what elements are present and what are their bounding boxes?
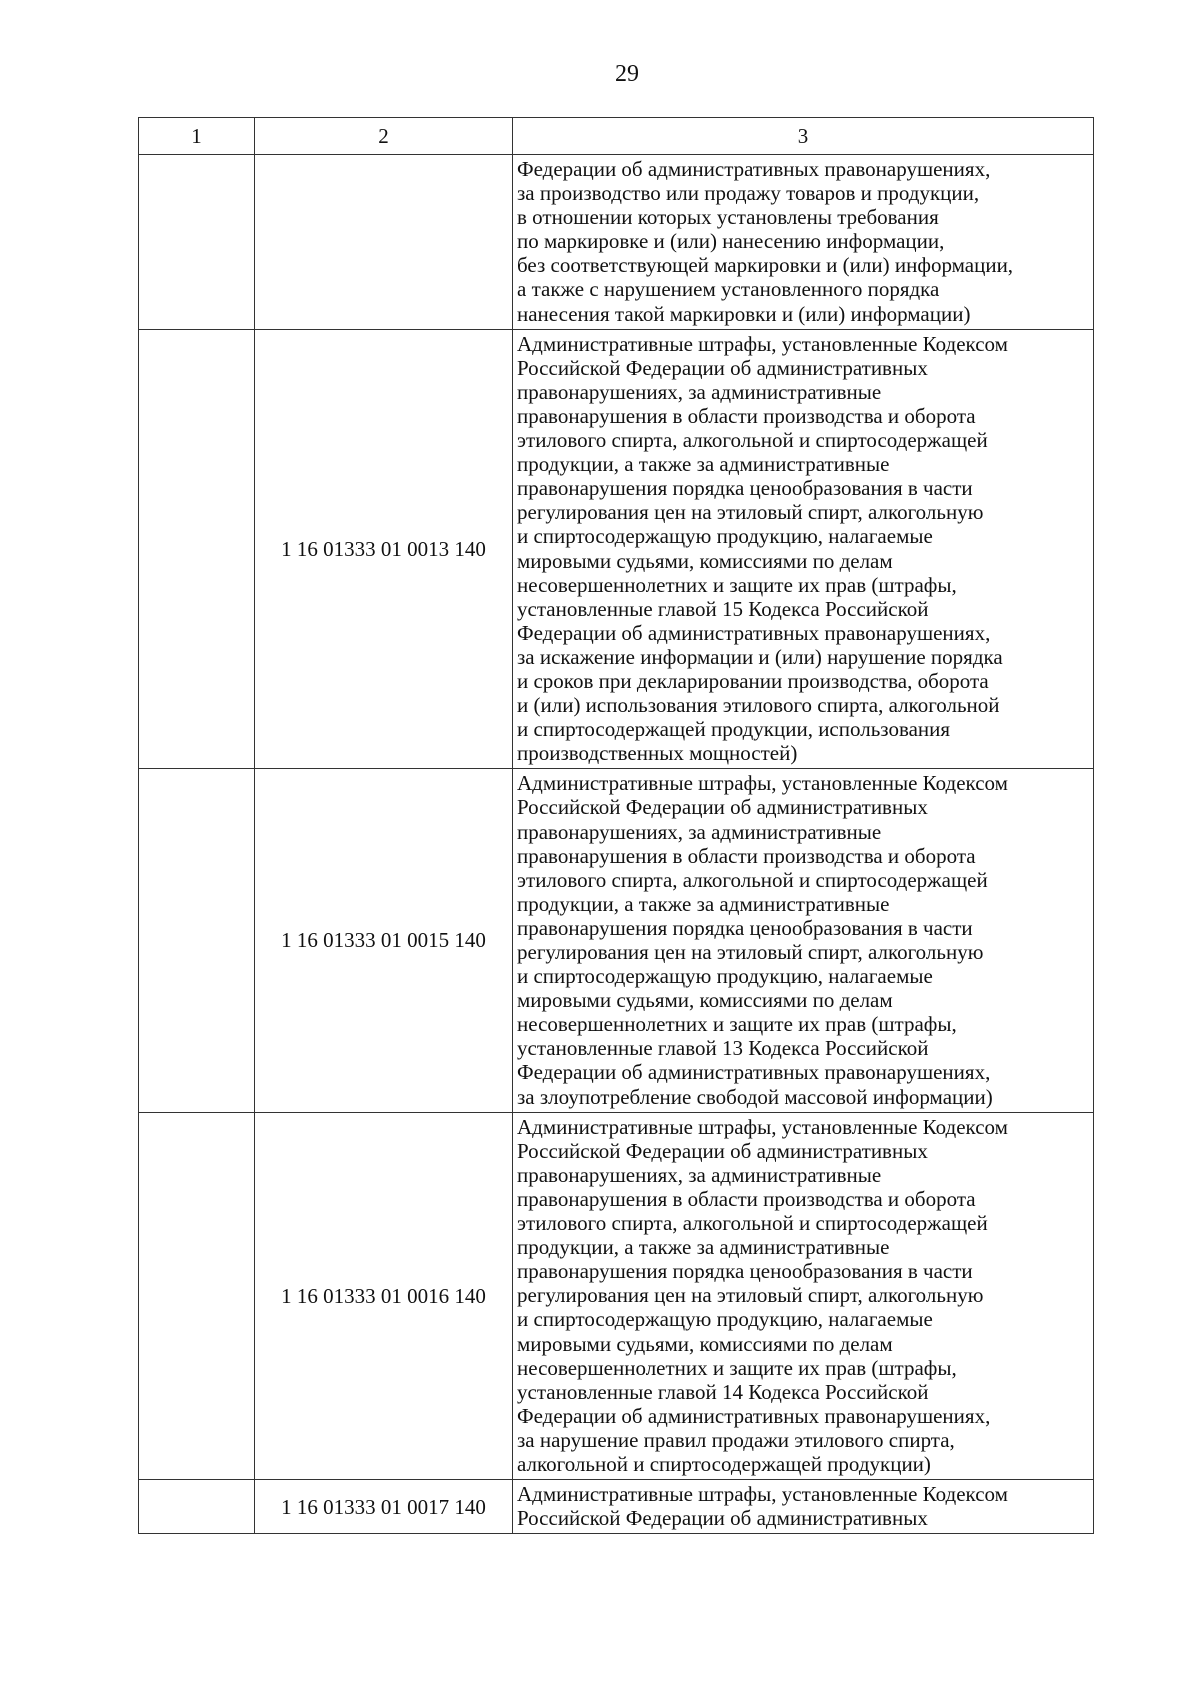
description-line: Российской Федерации об административных	[517, 1506, 928, 1531]
description-cell	[513, 769, 1094, 1112]
description-line: и спиртосодержащей продукции, использования	[517, 717, 951, 742]
description-line: установленные главой 15 Кодекса Российской	[517, 596, 929, 621]
description-line: Административные штрафы, установленные Кодексом	[517, 1114, 1008, 1139]
table-row	[139, 155, 1094, 330]
description-line: и спиртосодержащую продукцию, налагаемые	[517, 524, 933, 549]
description-line: за нарушение правил продажи этилового спирта,	[517, 1427, 955, 1452]
description-line: правонарушения порядка ценообразования в части	[517, 1259, 973, 1284]
description-line: за искажение информации и (или) нарушение порядка	[517, 644, 1003, 669]
row-number-cell	[139, 1112, 255, 1479]
description-line: правонарушениях, за административные	[517, 819, 882, 844]
description-line: регулирования цен на этиловый спирт, алкогольную	[517, 500, 984, 525]
description-line: Российской Федерации об административных	[517, 355, 928, 380]
table-row	[139, 1480, 1094, 1534]
header-col-1: 1	[139, 118, 255, 155]
header-col-3: 3	[513, 118, 1094, 155]
row-number-cell	[139, 769, 255, 1112]
description-line: Административные штрафы, установленные Кодексом	[517, 771, 1008, 796]
table-row	[139, 329, 1094, 769]
description-line: и (или) использования этилового спирта, алкогольной	[517, 693, 1000, 718]
description-line: алкогольной и спиртосодержащей продукции)	[517, 1451, 931, 1476]
description-line: несовершеннолетних и защите их прав (штрафы,	[517, 1355, 957, 1380]
description-line: правонарушения в области производства и оборота	[517, 1186, 976, 1211]
description-line: продукции, а также за административные	[517, 452, 890, 477]
budget-code-cell: 1 16 01333 01 0015 140	[255, 769, 513, 1112]
description-cell	[513, 1480, 1094, 1534]
description-line: правонарушениях, за административные	[517, 1162, 882, 1187]
table-row	[139, 1112, 1094, 1479]
description-cell	[513, 155, 1094, 330]
description-line: регулирования цен на этиловый спирт, алкогольную	[517, 1283, 984, 1308]
table-row	[139, 769, 1094, 1112]
budget-codes-table	[138, 117, 1094, 1534]
description-line: правонарушениях, за административные	[517, 379, 882, 404]
description-line: в отношении которых установлены требования	[517, 205, 939, 230]
header-col-2: 2	[255, 118, 513, 155]
description-line: этилового спирта, алкогольной и спиртосодержащей	[517, 428, 988, 453]
description-line: мировыми судьями, комиссиями по делам	[517, 988, 893, 1013]
description-line: мировыми судьями, комиссиями по делам	[517, 1331, 893, 1356]
description-line: установленные главой 14 Кодекса Российской	[517, 1379, 929, 1404]
description-line: несовершеннолетних и защите их прав (штрафы,	[517, 572, 957, 597]
description-line: мировыми судьями, комиссиями по делам	[517, 548, 893, 573]
description-line: Федерации об административных правонарушениях,	[517, 1060, 991, 1085]
row-number-cell	[139, 1480, 255, 1534]
description-line: Административные штрафы, установленные Кодексом	[517, 1482, 1008, 1507]
description-cell	[513, 329, 1094, 769]
budget-code-cell: 1 16 01333 01 0013 140	[255, 329, 513, 769]
description-line: продукции, а также за административные	[517, 1235, 890, 1260]
description-line: Федерации об административных правонарушениях,	[517, 620, 991, 645]
description-line: правонарушения порядка ценообразования в части	[517, 915, 973, 940]
description-line: правонарушения порядка ценообразования в части	[517, 476, 973, 501]
budget-code-cell	[255, 155, 513, 330]
row-number-cell	[139, 329, 255, 769]
budget-code-cell: 1 16 01333 01 0017 140	[255, 1480, 513, 1534]
description-line: за производство или продажу товаров и продукции,	[517, 181, 980, 206]
description-line: и спиртосодержащую продукцию, налагаемые	[517, 1307, 933, 1332]
description-line: и сроков при декларировании производства, оборота	[517, 668, 989, 693]
budget-code-cell: 1 16 01333 01 0016 140	[255, 1112, 513, 1479]
description-line: а также с нарушением установленного порядка	[517, 277, 940, 302]
table-header-row	[139, 118, 1094, 155]
description-line: и спиртосодержащую продукцию, налагаемые	[517, 964, 933, 989]
description-line: Российской Федерации об административных	[517, 795, 928, 820]
description-line: несовершеннолетних и защите их прав (штрафы,	[517, 1012, 957, 1037]
description-line: Федерации об административных правонарушениях,	[517, 1403, 991, 1428]
description-line: нанесения такой маркировки и (или) информации)	[517, 301, 971, 326]
description-line: правонарушения в области производства и оборота	[517, 843, 976, 868]
description-line: этилового спирта, алкогольной и спиртосодержащей	[517, 1211, 988, 1236]
description-line: правонарушения в области производства и оборота	[517, 403, 976, 428]
page-number: 29	[615, 61, 639, 87]
description-line: этилового спирта, алкогольной и спиртосодержащей	[517, 867, 988, 892]
description-line: Федерации об административных правонарушениях,	[517, 157, 991, 181]
row-number-cell	[139, 155, 255, 330]
description-line: Административные штрафы, установленные Кодексом	[517, 331, 1008, 356]
description-cell	[513, 1112, 1094, 1479]
description-line: производственных мощностей)	[517, 741, 798, 766]
description-line: Российской Федерации об административных	[517, 1138, 928, 1163]
description-line: за злоупотребление свободой массовой информации)	[517, 1084, 993, 1109]
description-line: продукции, а также за административные	[517, 891, 890, 916]
description-line: без соответствующей маркировки и (или) информации,	[517, 253, 1014, 278]
description-line: по маркировке и (или) нанесению информации,	[517, 229, 945, 254]
description-line: установленные главой 13 Кодекса Российской	[517, 1036, 929, 1061]
description-line: регулирования цен на этиловый спирт, алкогольную	[517, 940, 984, 964]
table-body	[139, 155, 1094, 1534]
